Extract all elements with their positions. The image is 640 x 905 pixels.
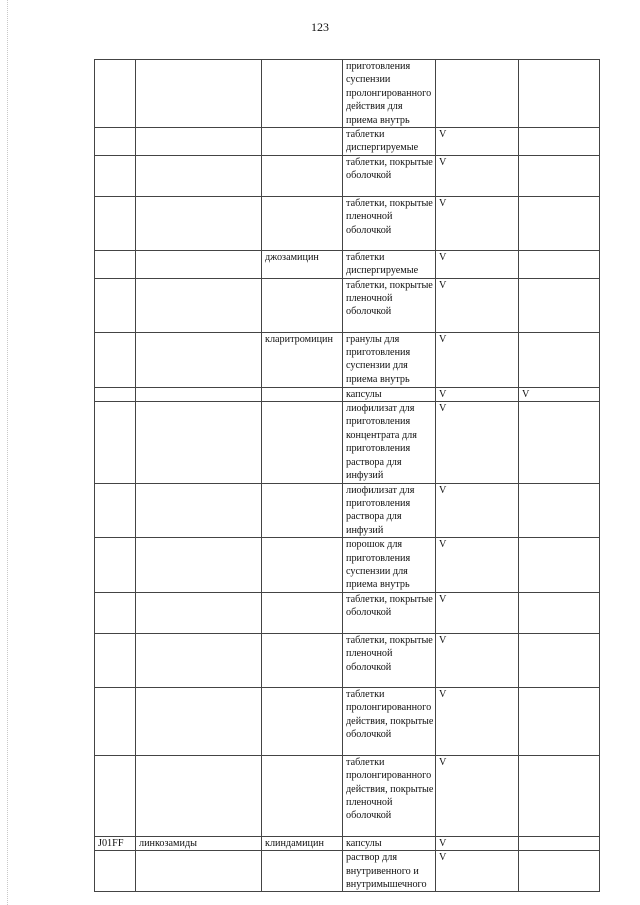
atc-code-cell xyxy=(95,402,136,483)
dosage-form-cell: таблетки, покрытые пленочной оболочкой xyxy=(343,633,436,687)
mark-column-1-cell: V xyxy=(436,278,519,332)
mark-column-2-cell xyxy=(519,128,600,156)
dosage-form-cell: порошок для приготовления суспензии для приема внутрь xyxy=(343,538,436,593)
page-number: 123 xyxy=(311,20,329,34)
mark-column-1-cell: V xyxy=(436,538,519,593)
atc-code-cell xyxy=(95,196,136,250)
atc-code-cell xyxy=(95,332,136,387)
table-row xyxy=(95,851,600,892)
substance-cell xyxy=(262,851,343,892)
group-cell xyxy=(136,755,262,836)
mark-column-1-cell: V xyxy=(436,851,519,892)
dosage-form-cell: лиофилизат для приготовления раствора для инфузий xyxy=(343,483,436,538)
dosage-form-cell: капсулы xyxy=(343,836,436,850)
table-body xyxy=(95,60,600,892)
substance-cell: джозамицин xyxy=(262,250,343,278)
table-row xyxy=(95,483,600,538)
substance-cell xyxy=(262,755,343,836)
mark-column-1-cell: V xyxy=(436,633,519,687)
substance-cell xyxy=(262,687,343,755)
mark-column-1-cell: V xyxy=(436,155,519,196)
mark-column-2-cell xyxy=(519,687,600,755)
table-row xyxy=(95,250,600,278)
group-cell xyxy=(136,687,262,755)
mark-column-1-cell: V xyxy=(436,687,519,755)
substance-cell xyxy=(262,278,343,332)
mark-column-1-cell: V xyxy=(436,128,519,156)
group-cell: линкозамиды xyxy=(136,836,262,850)
mark-column-1-cell: V xyxy=(436,483,519,538)
group-cell xyxy=(136,332,262,387)
substance-cell xyxy=(262,633,343,687)
atc-code-cell xyxy=(95,538,136,593)
table-row xyxy=(95,60,600,128)
substance-cell xyxy=(262,60,343,128)
dosage-form-cell: таблетки диспергируемые xyxy=(343,128,436,156)
table-row xyxy=(95,128,600,156)
table-row xyxy=(95,196,600,250)
mark-column-1-cell: V xyxy=(436,592,519,633)
table-row xyxy=(95,755,600,836)
mark-column-1-cell xyxy=(436,60,519,128)
dosage-form-cell: таблетки пролонгированного действия, покрытые пленочной оболочкой xyxy=(343,755,436,836)
mark-column-1-cell: V xyxy=(436,332,519,387)
atc-code-cell xyxy=(95,633,136,687)
mark-column-2-cell: V xyxy=(519,387,600,401)
mark-column-1-cell: V xyxy=(436,250,519,278)
mark-column-1-cell: V xyxy=(436,402,519,483)
atc-code-cell xyxy=(95,155,136,196)
mark-column-2-cell xyxy=(519,836,600,850)
mark-column-2-cell xyxy=(519,196,600,250)
mark-column-2-cell xyxy=(519,155,600,196)
dosage-form-cell: приготовления суспензии пролонгированного действия для приема внутрь xyxy=(343,60,436,128)
table-row xyxy=(95,155,600,196)
substance-cell xyxy=(262,483,343,538)
mark-column-2-cell xyxy=(519,402,600,483)
mark-column-1-cell: V xyxy=(436,196,519,250)
atc-code-cell xyxy=(95,687,136,755)
mark-column-2-cell xyxy=(519,250,600,278)
group-cell xyxy=(136,851,262,892)
substance-cell xyxy=(262,538,343,593)
medication-table xyxy=(94,59,600,892)
left-margin-dotted-line xyxy=(7,0,8,905)
mark-column-1-cell: V xyxy=(436,387,519,401)
table-row xyxy=(95,538,600,593)
dosage-form-cell: раствор для внутривенного и внутримышечного xyxy=(343,851,436,892)
substance-cell: кларитромицин xyxy=(262,332,343,387)
substance-cell xyxy=(262,155,343,196)
atc-code-cell xyxy=(95,592,136,633)
group-cell xyxy=(136,402,262,483)
atc-code-cell xyxy=(95,278,136,332)
substance-cell xyxy=(262,402,343,483)
atc-code-cell xyxy=(95,755,136,836)
table-row xyxy=(95,278,600,332)
dosage-form-cell: таблетки, покрытые оболочкой xyxy=(343,592,436,633)
dosage-form-cell: таблетки, покрытые пленочной оболочкой xyxy=(343,278,436,332)
group-cell xyxy=(136,387,262,401)
substance-cell xyxy=(262,128,343,156)
group-cell xyxy=(136,483,262,538)
dosage-form-cell: лиофилизат для приготовления концентрата для приготовления раствора для инфузий xyxy=(343,402,436,483)
dosage-form-cell: гранулы для приготовления суспензии для приема внутрь xyxy=(343,332,436,387)
atc-code-cell xyxy=(95,128,136,156)
group-cell xyxy=(136,538,262,593)
mark-column-2-cell xyxy=(519,278,600,332)
dosage-form-cell: капсулы xyxy=(343,387,436,401)
atc-code-cell xyxy=(95,250,136,278)
dosage-form-cell: таблетки, покрытые оболочкой xyxy=(343,155,436,196)
mark-column-2-cell xyxy=(519,60,600,128)
table-row xyxy=(95,836,600,850)
mark-column-1-cell: V xyxy=(436,755,519,836)
atc-code-cell xyxy=(95,60,136,128)
mark-column-2-cell xyxy=(519,851,600,892)
group-cell xyxy=(136,633,262,687)
mark-column-2-cell xyxy=(519,592,600,633)
mark-column-2-cell xyxy=(519,332,600,387)
group-cell xyxy=(136,155,262,196)
table-row xyxy=(95,387,600,401)
atc-code-cell xyxy=(95,387,136,401)
dosage-form-cell: таблетки диспергируемые xyxy=(343,250,436,278)
table-row xyxy=(95,402,600,483)
mark-column-2-cell xyxy=(519,633,600,687)
atc-code-cell xyxy=(95,851,136,892)
substance-cell xyxy=(262,592,343,633)
substance-cell xyxy=(262,387,343,401)
group-cell xyxy=(136,196,262,250)
group-cell xyxy=(136,250,262,278)
table-row xyxy=(95,332,600,387)
group-cell xyxy=(136,128,262,156)
substance-cell xyxy=(262,196,343,250)
dosage-form-cell: таблетки, покрытые пленочной оболочкой xyxy=(343,196,436,250)
mark-column-2-cell xyxy=(519,755,600,836)
atc-code-cell: J01FF xyxy=(95,836,136,850)
group-cell xyxy=(136,592,262,633)
table-row xyxy=(95,687,600,755)
substance-cell: клиндамицин xyxy=(262,836,343,850)
dosage-form-cell: таблетки пролонгированного действия, покрытые оболочкой xyxy=(343,687,436,755)
mark-column-2-cell xyxy=(519,538,600,593)
group-cell xyxy=(136,278,262,332)
table-row xyxy=(95,592,600,633)
group-cell xyxy=(136,60,262,128)
mark-column-2-cell xyxy=(519,483,600,538)
atc-code-cell xyxy=(95,483,136,538)
mark-column-1-cell: V xyxy=(436,836,519,850)
table-row xyxy=(95,633,600,687)
